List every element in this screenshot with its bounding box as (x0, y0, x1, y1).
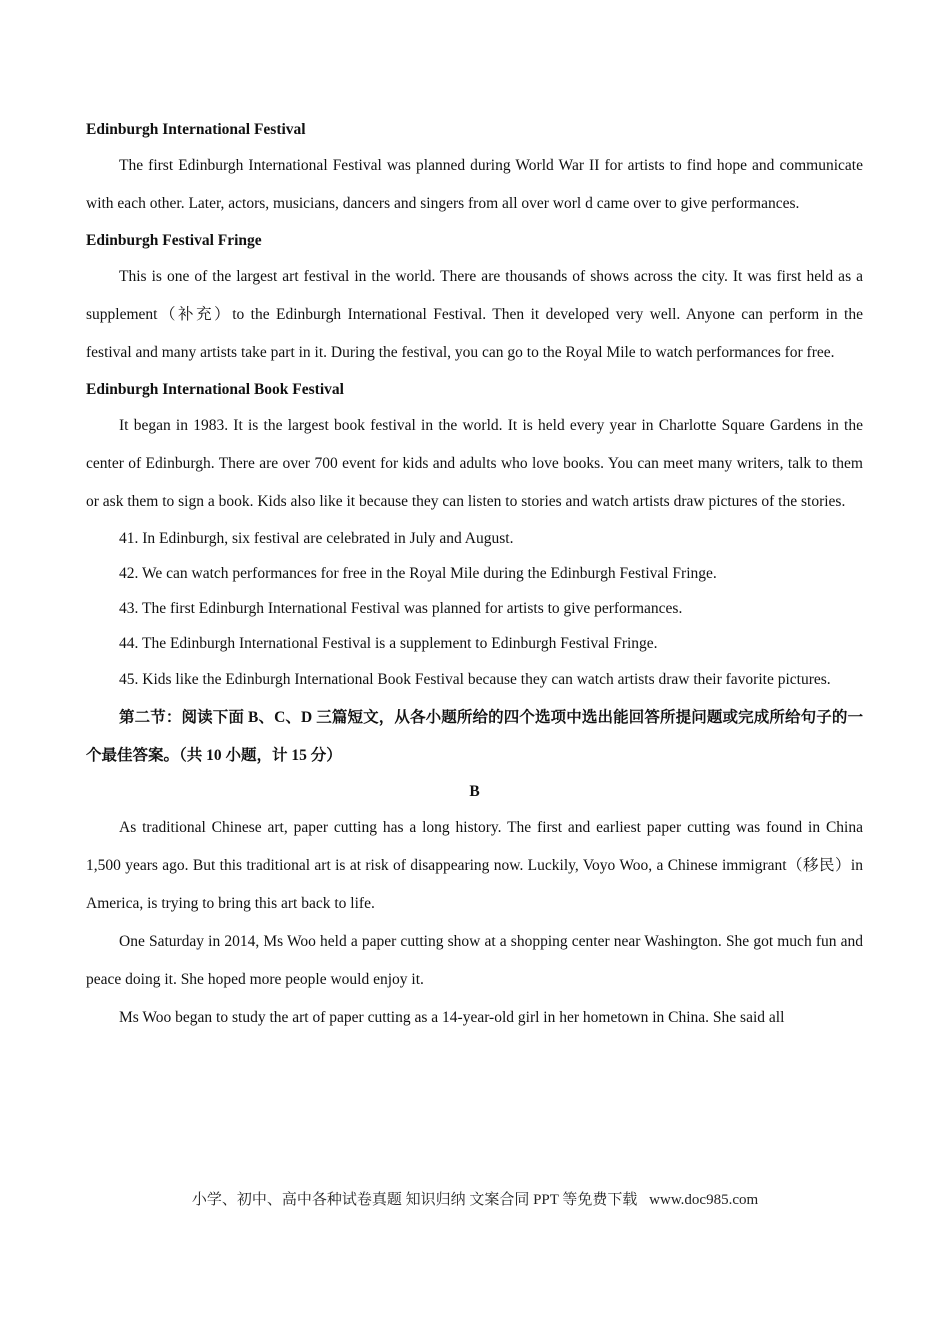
paragraph-book-festival: It began in 1983. It is the largest book festival in the world. It is held every year in Charlotte Square Gardens in the center of Edinburgh. There are over 700 event for kids and adults who love books. You can meet many writers, talk to them or ask them to sign a book. Kids also like it because they can listen to stories and watch artists draw pictures of the stories. (86, 417, 863, 510)
section-heading-book-festival: Edinburgh International Book Festival (86, 381, 344, 398)
document-body (86, 112, 863, 1037)
question-44: 44. The Edinburgh International Festival is a supplement to Edinburgh Festival Fringe. (119, 635, 658, 652)
question-42: 42. We can watch performances for free in the Royal Mile during the Edinburgh Festival Fringe. (119, 565, 717, 582)
part2-instruction: 第二节：阅读下面 B、C、D 三篇短文，从各小题所给的四个选项中选出能回答所提问题或完成所给句子的一个最佳答案。（共 10 小题，计 15 分） (86, 709, 863, 764)
page-footer (0, 1188, 950, 1212)
section-heading-international-festival: Edinburgh International Festival (86, 121, 306, 138)
paragraph-fringe: This is one of the largest art festival in the world. There are thousands of shows across the city. It was first held as a supplement（补充）to the Edinburgh International Festival. Then it developed very well. Anyone can perform in the festival and many artists take part in it. During the festival, you can go to the Royal Mile to watch performances for free. (86, 268, 863, 361)
question-45: 45. Kids like the Edinburgh International Book Festival because they can watch artists draw their favorite pictures. (119, 671, 831, 688)
footer-url[interactable]: www.doc985.com (649, 1192, 759, 1208)
footer-text: 小学、初中、高中各种试卷真题 知识归纳 文案合同 PPT 等免费下载 (191, 1192, 638, 1208)
paragraph-international-festival: The first Edinburgh International Festival was planned during World War II for artists to find hope and communicate with each other. Later, actors, musicians, dancers and singers from all over worl d came over to give performances. (86, 157, 863, 212)
passage-b-paragraph-2: One Saturday in 2014, Ms Woo held a paper cutting show at a shopping center near Washington. She got much fun and peace doing it. She hoped more people would enjoy it. (86, 933, 863, 988)
section-heading-fringe: Edinburgh Festival Fringe (86, 232, 262, 249)
question-41: 41. In Edinburgh, six festival are celebrated in July and August. (119, 530, 514, 547)
question-43: 43. The first Edinburgh International Festival was planned for artists to give performances. (119, 600, 683, 617)
passage-b-paragraph-3: Ms Woo began to study the art of paper cutting as a 14-year-old girl in her hometown in China. She said all (119, 1009, 785, 1026)
passage-letter: B (469, 783, 480, 800)
passage-b-paragraph-1: As traditional Chinese art, paper cutting has a long history. The first and earliest paper cutting was found in China 1,500 years ago. But this traditional art is at risk of disappearing now. Luckily, Voyo Woo, a Chinese immigrant（移民）in America, is trying to bring this art back to life. (86, 819, 863, 912)
